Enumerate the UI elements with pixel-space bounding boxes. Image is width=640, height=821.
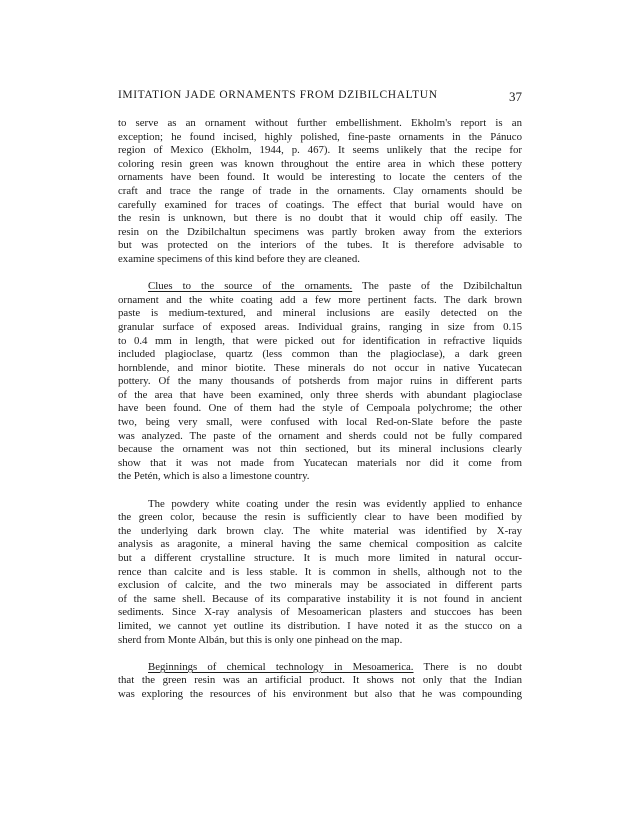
text-line: analysis as aragonite, a mineral having the same chemical composition as calcite <box>118 538 522 551</box>
text-line: of the area that have been examined, only three sherds with abundant plagioclase <box>118 388 522 401</box>
text-line: exclusion of calcite, and the two minerals may be associated in different parts <box>118 579 522 592</box>
text-line: show that it was not made from Yucatecan materials nor did it come from <box>118 456 522 469</box>
text-line: ornament and the white coating add a few more pertinent facts. The dark brown <box>118 293 522 306</box>
text-line: pottery. Of the many thousands of potsherds from major ruins in different parts <box>118 375 522 388</box>
text-line: craft and trace the range of trade in the ornaments. Clay ornaments should be <box>118 184 522 197</box>
text-line: coloring resin green was known throughout the entire area in which these pottery <box>118 157 522 170</box>
section-heading: Beginnings of chemical technology in Mesoamerica. <box>148 660 414 673</box>
text-line: the resin is unknown, but there is no doubt that it would chip off easily. The <box>118 212 522 225</box>
text-line: to 0.4 mm in length, that were picked out for identification in refractive liquids <box>118 334 522 347</box>
text-line: exception; he found incised, highly polished, fine-paste ornaments in the Pánuco <box>118 130 522 143</box>
running-header <box>118 89 522 105</box>
paragraph-3 <box>118 498 522 648</box>
body-text <box>118 117 522 702</box>
text-line: included plagioclase, quartz (less common than the plagioclase), a dark green <box>118 348 522 361</box>
text-line: carefully examined for traces of coatings. The effect that burial would have on <box>118 198 522 211</box>
page-number: 37 <box>509 89 522 104</box>
section-heading: Clues to the source of the ornaments. <box>148 280 353 293</box>
text-line: the Petén, which is also a limestone country. <box>118 470 310 483</box>
text-line: examine specimens of this kind before they are cleaned. <box>118 252 360 265</box>
text-line: granular surface of exposed areas. Individual grains, ranging in size from 0.15 <box>118 320 522 333</box>
text-line: because the ornament was not thin sectioned, but its mineral inclusions clearly <box>118 443 522 456</box>
text-line: to serve as an ornament without further embellishment. Ekholm's report is an <box>118 117 522 129</box>
text-line: hornblende, and minor biotite. These minerals do not occur in native Yucatecan <box>118 361 522 374</box>
text-line: was exploring the resources of his environment but also that he was compounding <box>118 687 522 700</box>
text-line: sherd from Monte Albán, but this is only one pinhead on the map. <box>118 633 403 646</box>
text-line: paste is medium-textured, and mineral inclusions are easily detected on the <box>118 307 522 320</box>
text-line: region of Mexico (Ekholm, 1944, p. 467). It seems unlikely that the recipe for <box>118 144 522 157</box>
text-line: but a different crystalline structure. It is much more limited in natural occur- <box>118 552 522 564</box>
text-line: limited, we cannot yet outline its distribution. I have noted it as the stucco on a <box>118 619 522 632</box>
text-line: the underlying dark brown clay. The white material was identified by X-ray <box>118 524 522 537</box>
text-line: ornaments have been found. It would be interesting to locate the centers of the <box>118 171 522 184</box>
text-line: resin on the Dzibilchaltun specimens was partly broken away from the exteriors <box>118 225 522 238</box>
paragraph-1 <box>118 117 522 267</box>
paragraph-2 <box>118 280 522 484</box>
text-line: that the green resin was an artificial product. It shows not only that the Indian <box>118 674 522 687</box>
text-run: The paste of the Dzibilchaltun <box>352 280 522 293</box>
text-line: of the same shell. Because of its comparative instability it is not found in ancient <box>118 592 522 605</box>
text-line: two, being very small, were confused with local Red-on-Slate before the paste <box>118 416 522 429</box>
text-line: the green color, because the resin is sufficiently clear to have been modified by <box>118 511 522 524</box>
text-line: sediments. Since X-ray analysis of Mesoamerican plasters and stuccoes has been <box>118 606 522 619</box>
paragraph-4 <box>118 661 522 702</box>
text-line: The powdery white coating under the resin was evidently applied to enhance <box>148 497 522 510</box>
text-line <box>118 661 522 675</box>
text-line: but was protected on the interiors of the tubes. It is therefore advisable to <box>118 239 522 252</box>
text-line: have been found. One of them had the style of Cempoala polychrome; the other <box>118 402 522 415</box>
text-line: rence than calcite and is less stable. It is common in shells, although not to the <box>118 565 522 578</box>
text-run: There is no doubt <box>413 660 522 673</box>
running-header-title: IMITATION JADE ORNAMENTS FROM DZIBILCHALTUN <box>118 89 438 101</box>
text-line <box>118 280 522 294</box>
text-line: was analyzed. The paste of the ornament and sherds could not be fully compared <box>118 429 522 442</box>
